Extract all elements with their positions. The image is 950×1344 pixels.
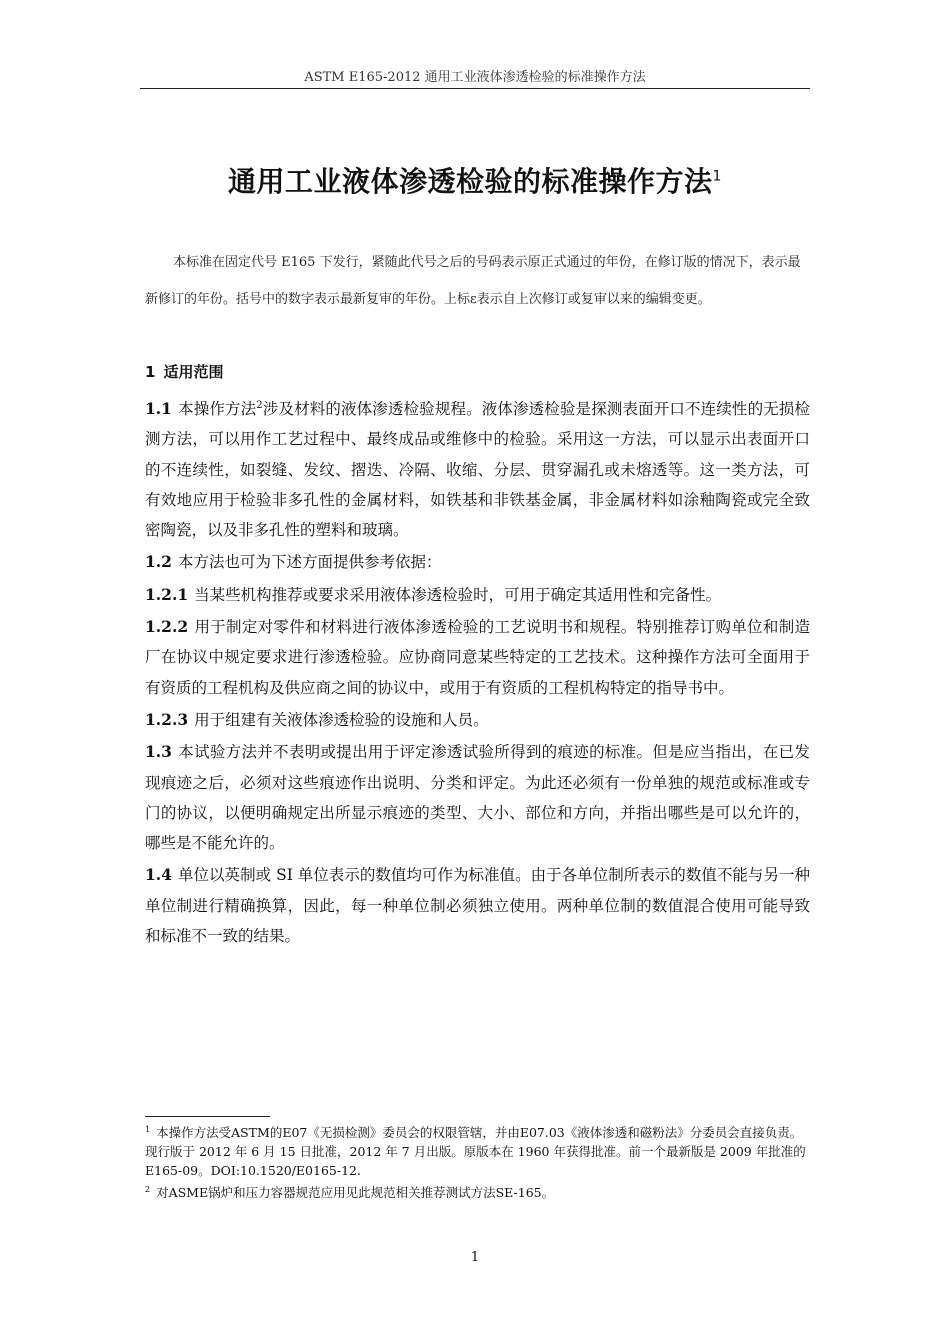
preface: [145, 244, 810, 318]
clause-number: 1.2.3: [145, 709, 189, 729]
clause-text: 用于组建有关液体渗透检验的设施和人员。: [194, 710, 489, 729]
running-header: ASTM E165-2012 通用工业液体渗透检验的标准操作方法: [304, 70, 646, 85]
footnote-1: [145, 1120, 810, 1142]
document-title-text: 通用工业液体渗透检验的标准操作方法: [228, 165, 713, 198]
clause-number: 1.2: [145, 552, 172, 572]
footnotes: [145, 1120, 810, 1202]
clause-number: 1.3: [145, 742, 172, 762]
document-title: [140, 160, 810, 200]
clause-1-1: [145, 394, 810, 545]
clause-text: 单位以英制或 SI 单位表示的数值均可作为标准值。由于各单位制所表示的数值不能与另一种单位制进行精确换算，因此，每一种单位制必须独立使用。两种单位制的数值混合使用可能导致和标准不一致的结果。: [145, 866, 810, 946]
header-rule: [140, 88, 810, 89]
footnote-text: 现行版于 2012 年 6 月 15 日批准，2012 年 7 月出版。原版本在 1960 年获得批准。前一个最新版是 2009 年批准的 E165-09。DOI:10.1520/E0165-12.: [145, 1144, 806, 1179]
title-footnote-mark: 1: [712, 168, 722, 185]
clause-number: 1.4: [145, 865, 172, 885]
clause-1-2-2: [145, 612, 810, 703]
clause-text-lead: 本操作方法: [177, 400, 257, 418]
clause-text: 用于制定对零件和材料进行液体渗透检验的工艺说明书和规程。特别推荐订购单位和制造厂在协议中规定要求进行渗透检验。应协商同意某些特定的工艺技术。这种操作方法可全面用于有资质的工程机构及供应商之间的协议中，或用于有资质的工程机构特定的指导书中。: [145, 618, 810, 697]
preface-text: 本标准在固定代号 E165 下发行，紧随此代号之后的号码表示原正式通过的年份，在修订版的情况下，表示最新修订的年份。括号中的数字表示最新复审的年份。上标ε表示自上次修订或复审以来的编辑变更。: [145, 255, 801, 307]
footnote-ref: 2: [256, 399, 263, 411]
clause-number: 1.2.2: [145, 617, 189, 637]
clause-1-2-1: [145, 580, 810, 610]
footnote-text: 本操作方法受ASTM的E07《无损检测》委员会的权限管辖，并由E07.03《液体渗透和磁粉法》分委员会直接负责。: [156, 1125, 803, 1141]
clause-text: 涉及材料的液体渗透检验规程。液体渗透检验是探测表面开口不连续性的无损检测方法，可以用作工艺过程中、最终成品或维修中的检验。采用这一方法，可以显示出表面开口的不连续性，如裂缝、发纹、摺迭、冷隔、收缩、分层、贯穿漏孔或未熔透等。这一类方法，可有效地应用于检验非多孔性的金属材料，如铁基和非铁基金属，非金属材料如涂釉陶瓷或完全致密陶瓷，以及非多孔性的塑料和玻璃。: [145, 400, 810, 540]
section-body: [145, 394, 810, 953]
footnote-mark: 2: [145, 1185, 151, 1195]
footnote-text: 对ASME锅炉和压力容器规范应用见此规范相关推荐测试方法SE-165。: [156, 1185, 555, 1201]
clause-text: 当某些机构推荐或要求采用液体渗透检验时，可用于确定其适用性和完备性。: [194, 585, 722, 604]
footnote-rule: [145, 1116, 270, 1117]
clause-text: 本试验方法并不表明或提出用于评定渗透试验所得到的痕迹的标准。但是应当指出，在已发现痕迹之后，必须对这些痕迹作出说明、分类和评定。为此还必须有一份单独的规范或标准或专门的协议，以便明确规定出所显示痕迹的类型、大小、部位和方向，并指出哪些是可以允许的，哪些是不能允许的。: [145, 743, 810, 853]
clause-1-4: [145, 860, 810, 951]
footnote-mark: 1: [145, 1125, 151, 1134]
section-title: 适用范围: [163, 363, 224, 381]
footnote-2: [145, 1180, 810, 1202]
section-number: 1: [145, 363, 156, 381]
clause-1-3: [145, 737, 810, 858]
clause-1-2: [145, 547, 810, 577]
clause-text: 本方法也可为下述方面提供参考依据：: [177, 553, 442, 572]
clause-number: 1.1: [145, 399, 172, 418]
clause-1-2-3: [145, 705, 810, 735]
section-heading: [145, 361, 223, 382]
clause-number: 1.2.1: [145, 584, 189, 604]
page-number: 1: [470, 1250, 480, 1265]
footnote-1-continued: [145, 1142, 810, 1180]
